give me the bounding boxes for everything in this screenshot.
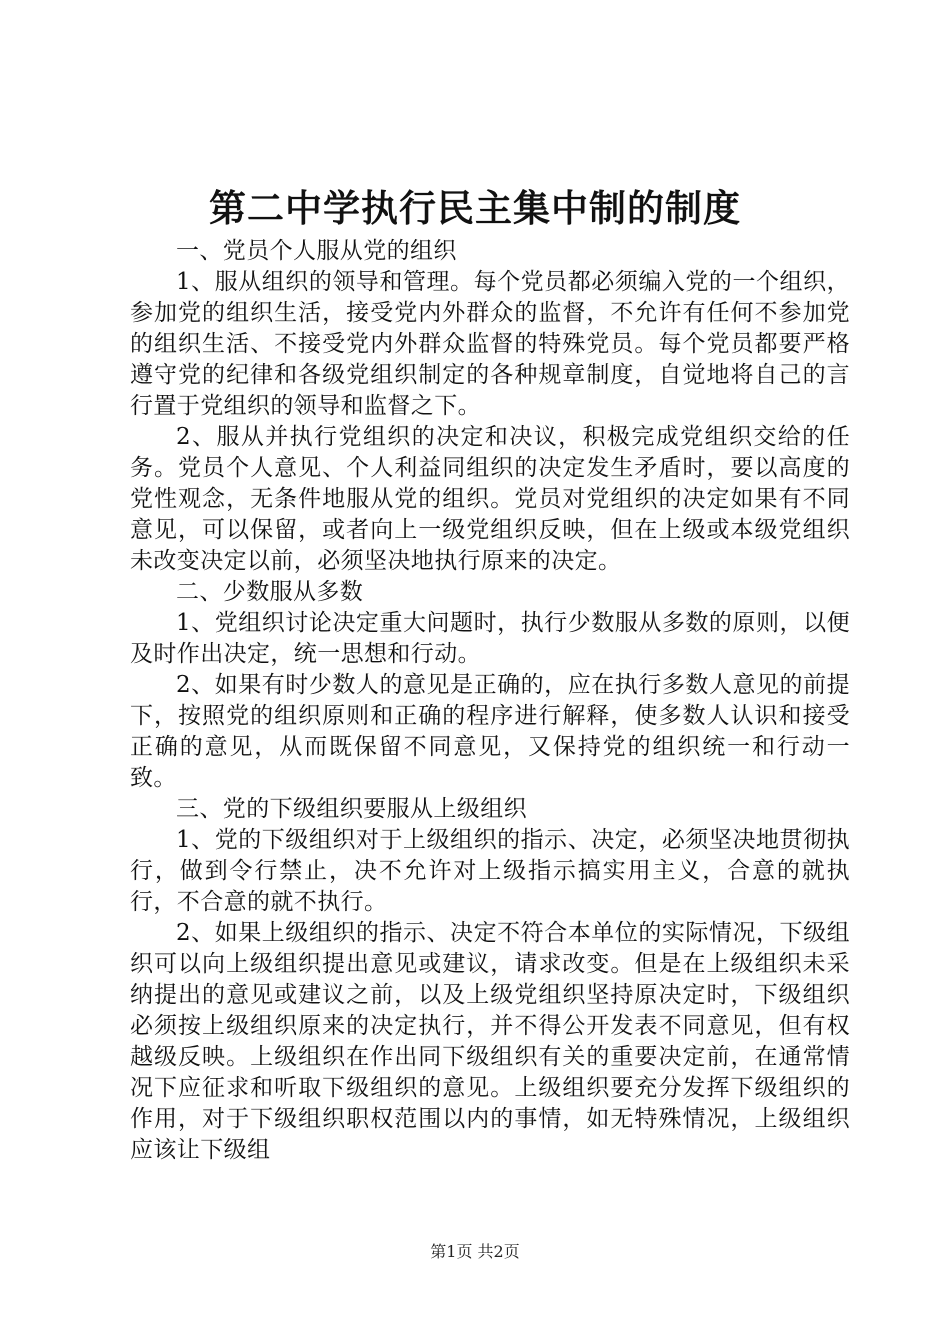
page-footer: 第1页 共2页 — [430, 1242, 520, 1261]
section-heading: 三、党的下级组织要服从上级组织 — [176, 796, 527, 822]
paragraph: 2、服从并执行党组织的决定和决议，积极完成党组织交给的任务。党员个人意见、个人利益同组织的决定发生矛盾时，要以高度的党性观念，无条件地服从党的组织。党员对党组织的决定如果有不同意见，可以保留，或者向上一级党组织反映，但在上级或本级党组织未改变决定以前，必须坚决地执行原来的决定。 — [130, 424, 850, 574]
paragraph: 2、如果上级组织的指示、决定不符合本单位的实际情况，下级组织可以向上级组织提出意见或建议，请求改变。但是在上级组织未采纳提出的意见或建议之前，以及上级党组织坚持原决定时，下级组织必须按上级组织原来的决定执行，并不得公开发表不同意见，但有权越级反映。上级组织在作出同下级组织有关的重要决定前，在通常情况下应征求和听取下级组织的意见。上级组织要充分发挥下级组织的作用，对于下级组织职权范围以内的事情，如无特殊情况，上级组织应该让下级组 — [130, 920, 850, 1163]
paragraph: 1、服从组织的领导和管理。每个党员都必须编入党的一个组织，参加党的组织生活，接受党内外群众的监督，不允许有任何不参加党的组织生活、不接受党内外群众监督的特殊党员。每个党员都要严格遵守党的纪律和各级党组织制定的各种规章制度，自觉地将自己的言行置于党组织的领导和监督之下。 — [130, 269, 850, 419]
document-body — [130, 236, 850, 1166]
paragraph: 1、党组织讨论决定重大问题时，执行少数服从多数的原则，以便及时作出决定，统一思想和行动。 — [130, 610, 850, 667]
page-title: 第二中学执行民主集中制的制度 — [209, 187, 741, 230]
paragraph: 1、党的下级组织对于上级组织的指示、决定，必须坚决地贯彻执行，做到令行禁止，决不允许对上级指示搞实用主义，合意的就执行，不合意的就不执行。 — [130, 827, 850, 915]
paragraph: 2、如果有时少数人的意见是正确的，应在执行多数人意见的前提下，按照党的组织原则和正确的程序进行解释，使多数人认识和接受正确的意见，从而既保留不同意见，又保持党的组织统一和行动一致。 — [130, 672, 850, 791]
section-heading: 二、少数服从多数 — [176, 579, 364, 605]
section-heading: 一、党员个人服从党的组织 — [176, 238, 457, 264]
